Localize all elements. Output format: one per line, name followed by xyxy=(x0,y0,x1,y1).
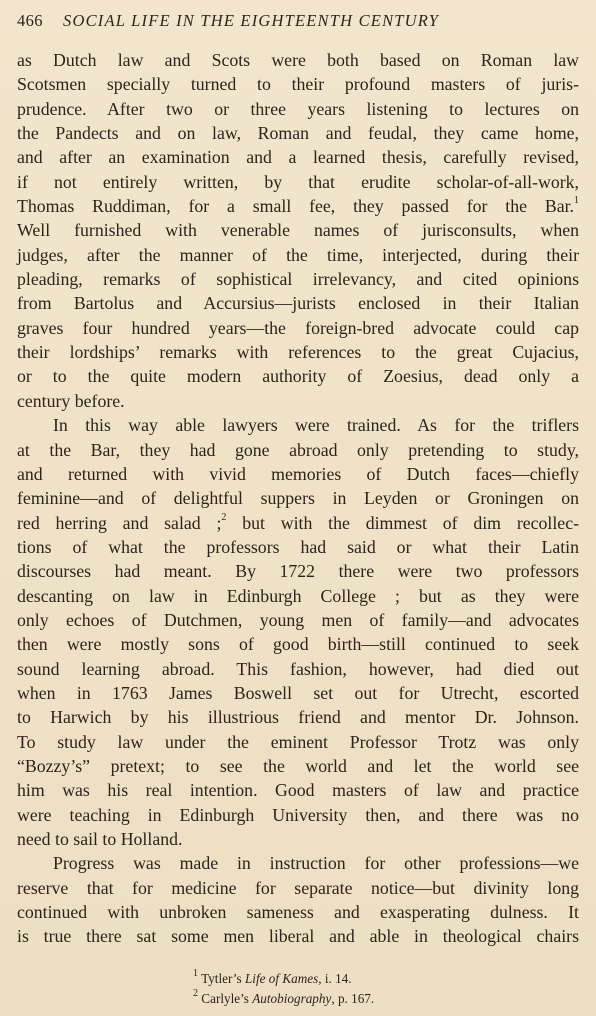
body-line-text: only echoes of Dutchmen, young men of family—and advocates xyxy=(17,609,579,630)
body-line xyxy=(17,72,579,96)
body-line-text: him was his real intention. Good masters of law and practice xyxy=(17,780,579,801)
body-line-text: the Pandects and on law, Roman and feudal, they came home, xyxy=(17,123,579,144)
body-line xyxy=(17,194,579,218)
body-line xyxy=(17,462,579,486)
body-line xyxy=(17,924,579,948)
body-line xyxy=(17,364,579,388)
footnote-number: 2 xyxy=(193,987,198,999)
running-head xyxy=(17,8,582,32)
footnote xyxy=(193,989,374,1009)
body-line xyxy=(17,900,579,924)
body-line xyxy=(17,97,579,121)
body-line xyxy=(17,413,579,437)
body-line xyxy=(17,145,579,169)
body-line-text: prudence. After two or three years listening to lectures on xyxy=(17,98,579,119)
body-line-text: tions of what the professors had said or what their Latin xyxy=(17,536,579,557)
body-line-text: Progress was made in instruction for other professions—we xyxy=(53,853,579,874)
body-line-text: need to sail to Holland. xyxy=(17,829,183,849)
body-line-text: were teaching in Edinburgh University then, and there was no xyxy=(17,804,579,825)
body-line-text: red herring and salad ; xyxy=(17,512,222,533)
body-line-text: Scotsmen specially turned to their profound masters of juris- xyxy=(17,74,579,95)
body-line xyxy=(17,705,579,729)
body-line-text: sound learning abroad. This fashion, however, had died out xyxy=(17,658,579,679)
footnote-author: Carlyle’s xyxy=(201,991,253,1006)
footnote-title: Life of Kames xyxy=(244,971,319,986)
footnote-marker: 2 xyxy=(221,511,227,523)
body-line xyxy=(17,827,579,851)
footnote-number: 1 xyxy=(193,967,198,979)
body-line-text: as Dutch law and Scots were both based on Roman law xyxy=(17,50,579,70)
body-line-text: at the Bar, they had gone abroad only pretending to study, xyxy=(17,439,579,460)
body-line xyxy=(17,389,579,413)
body-line-text: and after an examination and a learned thesis, carefully revised, xyxy=(17,147,579,168)
footnote xyxy=(193,969,374,989)
body-line-text: their lordships’ remarks with references to the great Cujacius, xyxy=(17,342,579,363)
body-line xyxy=(17,730,579,754)
body-line-text: to Harwich by his illustrious friend and mentor Dr. Johnson. xyxy=(17,707,579,728)
footnote-author: Tytler’s xyxy=(201,971,245,986)
body-line xyxy=(17,535,579,559)
page-number: 466 xyxy=(17,11,43,30)
body-line xyxy=(17,486,579,510)
body-line xyxy=(17,267,579,291)
body-line-text: century before. xyxy=(17,390,125,411)
body-text xyxy=(17,48,579,949)
body-line xyxy=(17,170,579,194)
footnote-title: Autobiography xyxy=(252,991,332,1006)
footnote-marker: 1 xyxy=(574,195,579,207)
body-line-text: or to the quite modern authority of Zoesius, dead only a xyxy=(17,366,579,387)
body-line xyxy=(17,316,579,340)
body-line-text: descanting on law in Edinburgh College ; but as they were xyxy=(17,585,579,606)
body-line-text: “Bozzy’s” pretext; to see the world and let the world see xyxy=(17,755,579,776)
body-line xyxy=(17,778,579,802)
body-line xyxy=(17,754,579,778)
body-line xyxy=(17,291,579,315)
body-line xyxy=(17,657,579,681)
body-line-text: feminine—and of delightful suppers in Leyden or Groningen on xyxy=(17,488,579,509)
body-line-text: then were mostly sons of good birth—still continued to seek xyxy=(17,634,579,655)
body-line-text: discourses had meant. By 1722 there were two professors xyxy=(17,561,579,582)
body-line-text: if not entirely written, by that erudite scholar-of-all-work, xyxy=(17,171,579,192)
body-line xyxy=(17,681,579,705)
body-line-text: pleading, remarks of sophistical irrelevancy, and cited opinions xyxy=(17,269,579,290)
body-line xyxy=(17,876,579,900)
body-line-text: Well furnished with venerable names of jurisconsults, when xyxy=(17,220,579,241)
body-line-continuation: but with the dimmest of dim recollec- xyxy=(226,512,580,533)
body-line xyxy=(17,438,579,462)
body-line xyxy=(17,632,579,656)
body-line-text: Thomas Ruddiman, for a small fee, they passed for the Bar. xyxy=(17,196,574,217)
footnote-reference: , i. 14. xyxy=(318,971,352,986)
running-title: SOCIAL LIFE IN THE EIGHTEENTH CENTURY xyxy=(63,11,440,30)
body-line xyxy=(17,803,579,827)
footnote-reference: , p. 167. xyxy=(331,991,375,1006)
body-line-text: continued with unbroken sameness and exasperating dulness. It xyxy=(17,902,579,923)
footnotes xyxy=(193,969,374,1009)
body-line-text: judges, after the manner of the time, interjected, during their xyxy=(17,244,579,265)
body-line-text: In this way able lawyers were trained. As for the triflers xyxy=(53,415,579,436)
body-line xyxy=(17,340,579,364)
body-line-text: reserve that for medicine for separate notice—but divinity long xyxy=(17,877,579,898)
body-line-text: is true there sat some men liberal and able in theological chairs xyxy=(17,926,579,947)
body-line xyxy=(17,584,579,608)
body-line xyxy=(17,48,579,72)
body-line xyxy=(17,121,579,145)
body-line-text: when in 1763 James Boswell set out for Utrecht, escorted xyxy=(17,682,579,703)
body-line xyxy=(17,608,579,632)
body-line xyxy=(17,218,579,242)
body-line-text: graves four hundred years—the foreign-bred advocate could cap xyxy=(17,317,579,338)
body-line-text: and returned with vivid memories of Dutch faces—chiefly xyxy=(17,463,579,484)
body-line-text: To study law under the eminent Professor Trotz was only xyxy=(17,731,579,752)
body-line xyxy=(17,243,579,267)
body-line xyxy=(17,511,579,535)
body-line-text: from Bartolus and Accursius—jurists enclosed in their Italian xyxy=(17,293,579,314)
body-line xyxy=(17,851,579,875)
body-line xyxy=(17,559,579,583)
